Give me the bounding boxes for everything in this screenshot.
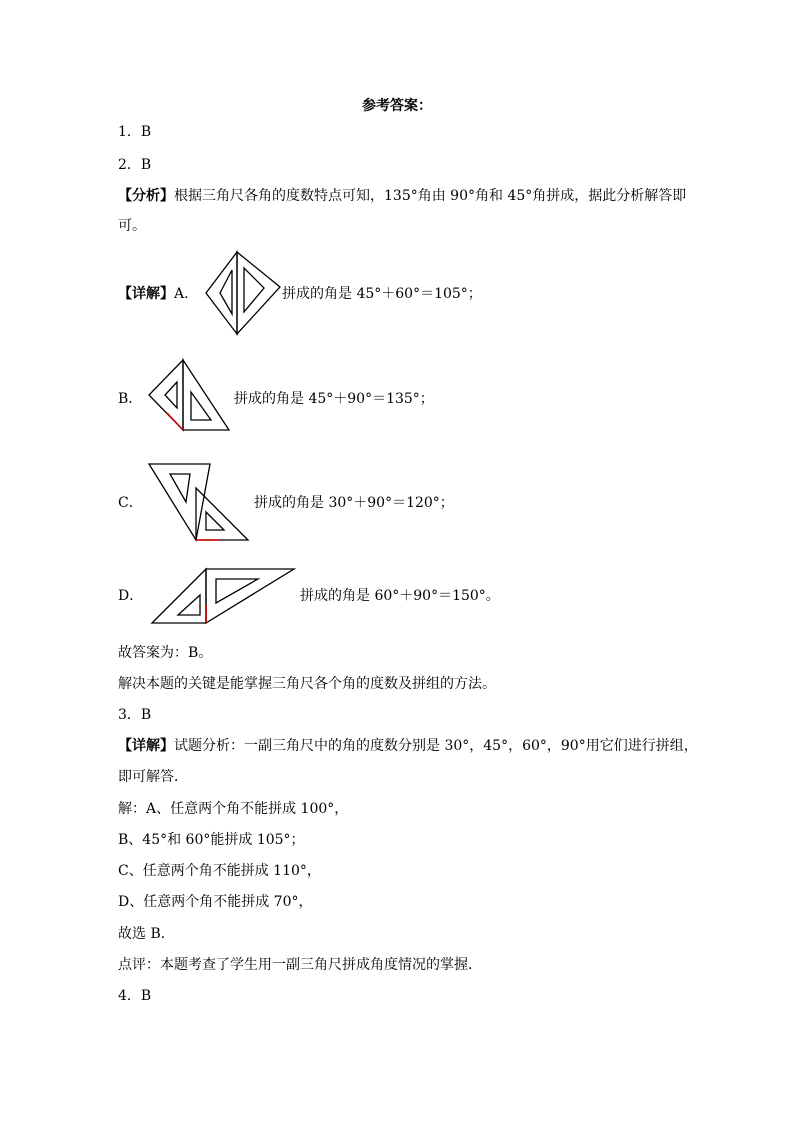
option-c-caption: 拼成的角是 30°＋90°＝120°； [254, 495, 454, 511]
detail-tag: 【详解】 [118, 286, 174, 302]
q3-detail-text: 试题分析：一副三角尺中的角的度数分别是 30°，45°，60°，90°用它们进行拼组， [174, 738, 698, 754]
triangle-90-c-inner [206, 512, 224, 530]
option-a-label [118, 284, 198, 304]
q3-solution-c: C、任意两个角不能拼成 110°， [118, 863, 321, 879]
triangle-60-d-inner [216, 579, 258, 603]
option-d-caption: 拼成的角是 60°＋90°＝150°。 [300, 588, 500, 604]
option-c-label: C． [118, 495, 143, 511]
q2-analysis-cont: 可。 [118, 218, 146, 234]
q3-solution-b: B、45°和 60°能拼成 105°； [118, 832, 305, 848]
q3-solution-d: D、任意两个角不能拼成 70°， [118, 894, 313, 910]
analysis-text: 根据三角尺各角的度数特点可知，135°角由 90°角和 45°角拼成，据此分析解答即 [174, 188, 687, 204]
option-a-letter: A． [174, 286, 199, 302]
analysis-tag: 【分析】 [118, 188, 174, 204]
q3-comment: 点评：本题考查了学生用一副三角尺拼成角度情况的掌握． [118, 957, 482, 973]
q2-conclusion: 故答案为：B。 [118, 645, 213, 661]
triangle-45-b [149, 360, 183, 430]
triangle-30-c-inner [170, 474, 190, 502]
triangle-60-d [206, 569, 294, 623]
figure-option-b [145, 356, 233, 434]
triangle-60-a-inner [244, 268, 264, 312]
triangle-90-c [196, 488, 248, 540]
option-b-label: B． [118, 391, 143, 407]
q3-detail [118, 736, 698, 756]
answer-3: 3．B [118, 707, 152, 723]
q3-solution-a: 解：A、任意两个角不能拼成 100°， [118, 801, 349, 817]
triangle-45-b-inner [165, 382, 177, 408]
q3-detail-cont: 即可解答． [118, 769, 188, 785]
option-a-caption: 拼成的角是 45°＋60°＝105°； [282, 286, 482, 302]
answer-1: 1．B [118, 124, 152, 140]
triangle-30-c [149, 464, 210, 540]
figure-option-d [148, 565, 298, 627]
option-b-caption: 拼成的角是 45°＋90°＝135°； [234, 391, 434, 407]
q2-analysis [118, 186, 686, 206]
figure-option-a [200, 248, 284, 338]
figure-option-c [146, 460, 252, 546]
q2-key-point: 解决本题的关键是能掌握三角尺各个角的度数及拼组的方法。 [118, 676, 496, 692]
answer-2: 2．B [118, 157, 152, 173]
triangle-90-b-inner [191, 392, 211, 420]
triangle-45-d-inner [178, 595, 200, 615]
answer-4: 4．B [118, 988, 152, 1004]
triangle-45-a-inner [220, 270, 232, 314]
q3-detail-tag: 【详解】 [118, 738, 174, 754]
highlight-angle-b [167, 413, 183, 430]
q3-choice: 故选 B． [118, 926, 175, 942]
page-title: 参考答案： [362, 98, 432, 114]
option-d-label: D． [118, 588, 144, 604]
